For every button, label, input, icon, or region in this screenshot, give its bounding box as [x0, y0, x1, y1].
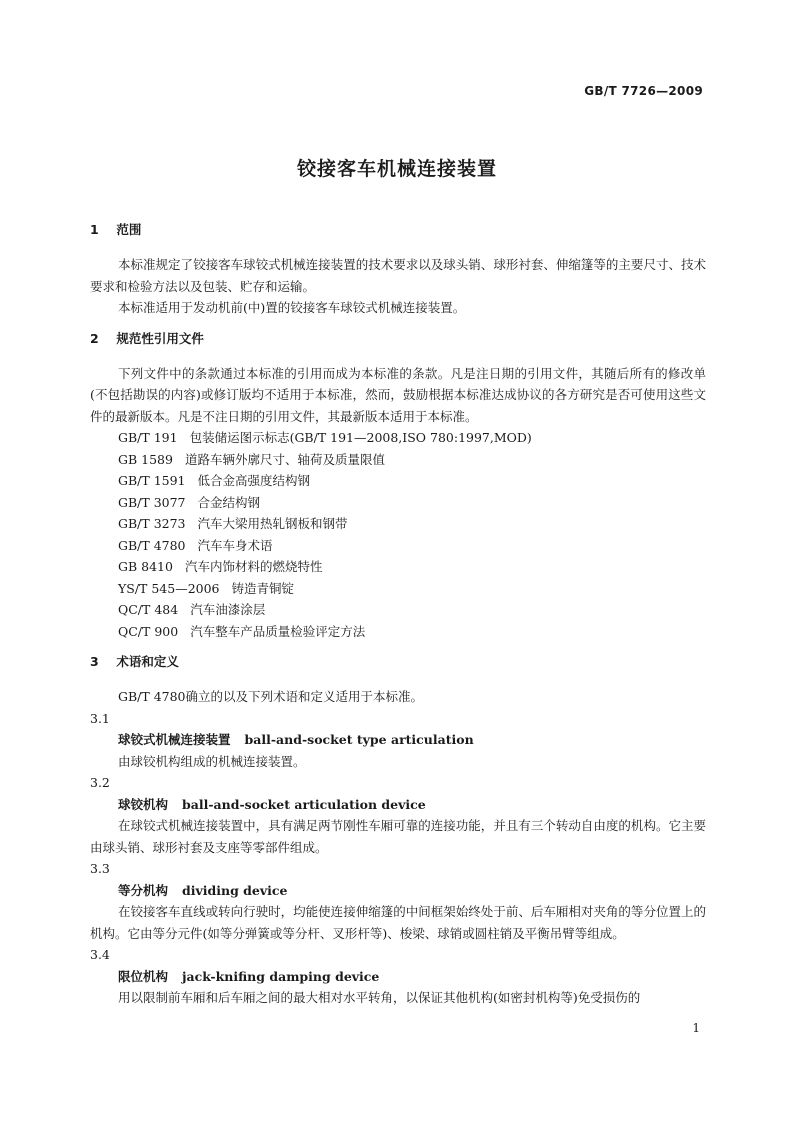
term-name	[118, 729, 706, 751]
term-name-cn: 等分机构	[118, 882, 169, 898]
section-number: 2	[90, 330, 99, 346]
term-name	[118, 880, 706, 902]
reference-code: GB/T 3077	[118, 494, 186, 510]
term-name-en: jack-knifing damping device	[182, 968, 380, 984]
reference-list	[90, 427, 706, 642]
reference-item	[118, 535, 706, 557]
term-entry	[90, 858, 706, 944]
term-definition: 由球铰机构组成的机械连接装置。	[118, 753, 306, 769]
reference-item	[118, 449, 706, 471]
term-definition: 在球铰式机械连接装置中，具有满足两节刚性车厢可靠的连接功能，并且有三个转动自由度的机构。它主要由球头销、球形衬套及支座等零部件组成。	[90, 818, 706, 855]
reference-title: 汽车车身术语	[197, 537, 273, 553]
term-definition: 用以限制前车厢和后车厢之间的最大相对水平转角，以保证其他机构(如密封机构等)免受损伤的	[118, 990, 641, 1005]
term-entry	[90, 708, 706, 773]
reference-title: 铸造青铜锭	[231, 580, 295, 596]
term-name	[118, 966, 706, 988]
standard-number: GB/T 7726—2009	[584, 84, 703, 98]
section-heading-scope	[90, 220, 706, 240]
term-name-en: ball-and-socket type articulation	[244, 732, 474, 747]
section-number: 3	[90, 654, 99, 669]
term-name-en: ball-and-socket articulation device	[182, 796, 426, 812]
reference-code: GB/T 1591	[118, 473, 186, 488]
section-number: 1	[90, 222, 99, 237]
term-name-cn: 球铰机构	[118, 796, 169, 812]
reference-item	[118, 427, 706, 449]
reference-item	[118, 492, 706, 514]
section-title: 范围	[116, 222, 142, 237]
scope-paragraph-2: 本标准适用于发动机前(中)置的铰接客车球铰式机械连接装置。	[118, 300, 466, 315]
reference-code: GB/T 191	[118, 430, 178, 445]
reference-item	[118, 470, 706, 492]
term-name	[118, 794, 706, 816]
document-body	[90, 220, 706, 1009]
term-name-cn: 限位机构	[118, 968, 169, 984]
reference-item	[118, 599, 706, 621]
document-title: 铰接客车机械连接装置	[296, 158, 497, 180]
reference-title: 汽车油漆涂层	[190, 602, 266, 617]
term-number: 3.1	[90, 710, 110, 726]
reference-title: 汽车整车产品质量检验评定方法	[190, 623, 366, 639]
reference-code: GB 8410	[118, 559, 173, 574]
term-name-cn: 球铰式机械连接装置	[118, 732, 231, 747]
reference-title: 汽车大梁用热轧钢板和钢带	[197, 516, 348, 531]
reference-code: GB/T 3273	[118, 516, 186, 531]
term-name-en: dividing device	[182, 882, 288, 898]
reference-title: 汽车内饰材料的燃烧特性	[184, 559, 323, 574]
section-heading-normative-references	[90, 329, 706, 349]
scope-paragraph-1: 本标准规定了铰接客车球铰式机械连接装置的技术要求以及球头销、球形衬套、伸缩篷等的主要尺寸、技术要求和检验方法以及包装、贮存和运输。	[90, 257, 706, 294]
section-title: 术语和定义	[116, 654, 179, 669]
reference-item	[118, 513, 706, 535]
references-intro: 下列文件中的条款通过本标准的引用而成为本标准的条款。凡是注日期的引用文件，其随后所有的修改单(不包括勘误的内容)或修订版均不适用于本标准，然而，鼓励根据本标准达成协议的各方研究是否可使用这些文件的最新版本。凡是不注日期的引用文件，其最新版本适用于本标准。	[90, 365, 706, 424]
term-entry	[90, 772, 706, 858]
reference-title: 包装储运图示标志(GB/T 191—2008,ISO 780:1997,MOD)	[189, 430, 532, 445]
term-entry	[90, 944, 706, 1009]
term-number: 3.3	[90, 861, 110, 876]
page-number: 1	[692, 1021, 700, 1035]
terms-intro: GB/T 4780确立的以及下列术语和定义适用于本标准。	[118, 689, 424, 704]
section-heading-terms-definitions	[90, 652, 706, 672]
term-definition: 在铰接客车直线或转向行驶时，均能使连接伸缩篷的中间框架始终处于前、后车厢相对夹角的等分位置上的机构。它由等分元件(如等分弹簧或等分杆、叉形杆等)、梭梁、球销或圆柱销及平衡吊臂等组成。	[90, 904, 706, 941]
section-title: 规范性引用文件	[116, 330, 204, 346]
term-number: 3.2	[90, 775, 110, 790]
reference-title: 道路车辆外廓尺寸、轴荷及质量限值	[184, 451, 385, 467]
reference-code: GB/T 4780	[118, 537, 186, 553]
reference-code: QC/T 900	[118, 623, 179, 639]
reference-item	[118, 578, 706, 600]
term-number: 3.4	[90, 947, 110, 962]
reference-item	[118, 621, 706, 643]
reference-title: 合金结构钢	[197, 494, 261, 510]
reference-title: 低合金高强度结构钢	[197, 473, 311, 488]
reference-code: QC/T 484	[118, 602, 179, 617]
reference-code: YS/T 545—2006	[118, 580, 220, 596]
reference-item	[118, 556, 706, 578]
reference-code: GB 1589	[118, 451, 173, 467]
